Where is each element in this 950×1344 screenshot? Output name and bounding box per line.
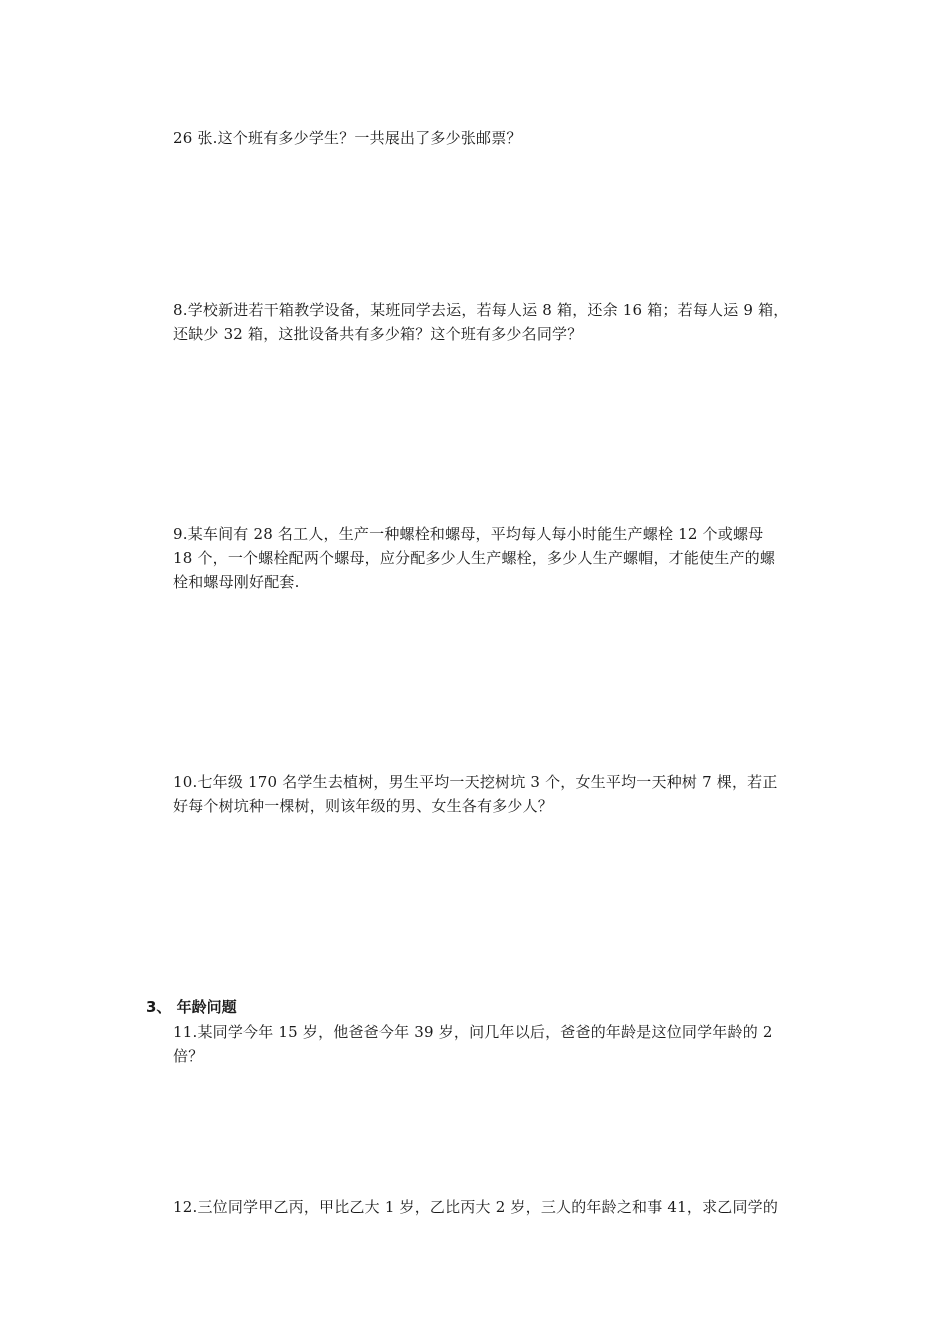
text-line: 18 个，一个螺栓配两个螺母，应分配多少人生产螺栓，多少人生产螺帽，才能使生产的螺 [173,549,776,567]
problem-8 [173,298,813,346]
problem-12 [173,1195,813,1219]
text-line: 好每个树坑种一棵树，则该年级的男、女生各有多少人？ [173,797,554,815]
problem-10 [173,770,813,818]
text-line: 8.学校新进若干箱教学设备，某班同学去运，若每人运 8 箱，还余 16 箱；若每人运 9 箱， [173,301,789,319]
text-line: 倍？ [173,1047,204,1065]
text-line: 26 张.这个班有多少学生？一共展出了多少张邮票？ [173,129,522,147]
section-heading-age-problems: 3、 年龄问题 [146,998,237,1016]
text-line: 9.某车间有 28 名工人，生产一种螺栓和螺母，平均每人每小时能生产螺栓 12 个或螺母 [173,525,764,543]
text-line: 10.七年级 170 名学生去植树，男生平均一天挖树坑 3 个，女生平均一天种树 7 棵，若正 [173,773,778,791]
text-line: 还缺少 32 箱，这批设备共有多少箱？这个班有多少名同学？ [173,325,583,343]
text-line: 12.三位同学甲乙丙，甲比乙大 1 岁，乙比丙大 2 岁，三人的年龄之和事 41，求乙同学的 [173,1198,779,1216]
text-line: 栓和螺母刚好配套. [173,573,300,591]
text-line: 11.某同学今年 15 岁，他爸爸今年 39 岁，问几年以后，爸爸的年龄是这位同学年龄的 2 [173,1023,773,1041]
problem-9 [173,522,813,594]
problem-continuation-text [173,126,813,150]
problem-11 [173,1020,813,1068]
